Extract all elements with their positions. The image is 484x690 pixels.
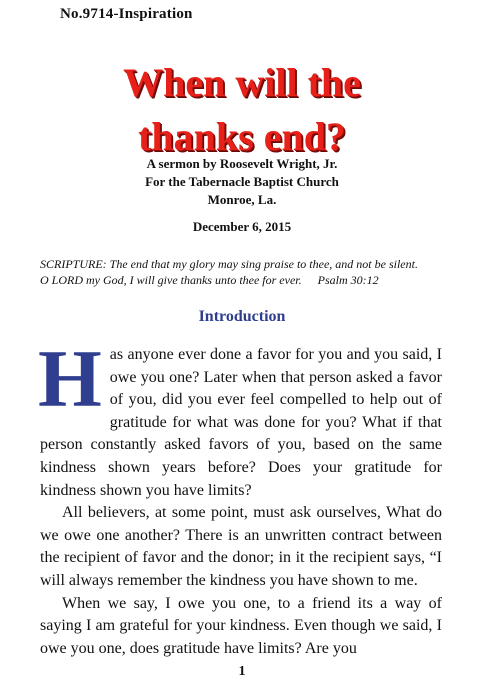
- section-heading: Introduction: [198, 308, 286, 325]
- sermon-date: December 6, 2015: [192, 219, 292, 234]
- byline-author: A sermon by Roosevelt Wright, Jr.: [146, 156, 338, 171]
- paragraph-2: All believers, at some point, must ask ourselves, What do we owe one another? There is an unwritten contract between the recipient of favor and the donor; in it the recipient says, “I will always remember the kindness you have shown to me.: [40, 504, 442, 589]
- scripture-line-2-wrap: [40, 272, 450, 288]
- paragraph-3: When we say, I owe you one, to a friend its a way of saying I am grateful for your kindness. Even though we said, I owe you one, does gratitude have limits? Are you: [40, 594, 442, 657]
- page-number: 1: [238, 664, 246, 679]
- sermon-title-line-1: When will the: [123, 60, 361, 105]
- byline-location: Monroe, La.: [207, 192, 277, 207]
- byline-church: For the Tabernacle Baptist Church: [145, 174, 339, 189]
- byline: [0, 155, 484, 209]
- scripture-reference: Psalm 30:12: [317, 273, 379, 287]
- scripture-line-1: SCRIPTURE: The end that my glory may sing praise to thee, and not be silent.: [40, 257, 418, 271]
- paragraph-1-text: as anyone ever done a favor for you and you said, I owe you one? Later when that person asked a favor of you, did you ever feel compelled to help out of gratitude for what was done for you? What if that person constantly asked favors of you, based on the same kindness shown years before? Does your gratitude for kindness shown you have limits?: [40, 346, 442, 499]
- drop-cap: H: [38, 333, 102, 424]
- sermon-title-line-2: thanks end?: [138, 114, 346, 159]
- sermon-body: [38, 333, 442, 660]
- scripture-block: [40, 256, 450, 288]
- scripture-line-2: O LORD my God, I will give thanks unto thee for ever.: [40, 273, 302, 287]
- paragraph-1: [38, 333, 442, 502]
- issue-number: No.9714-Inspiration: [60, 6, 193, 22]
